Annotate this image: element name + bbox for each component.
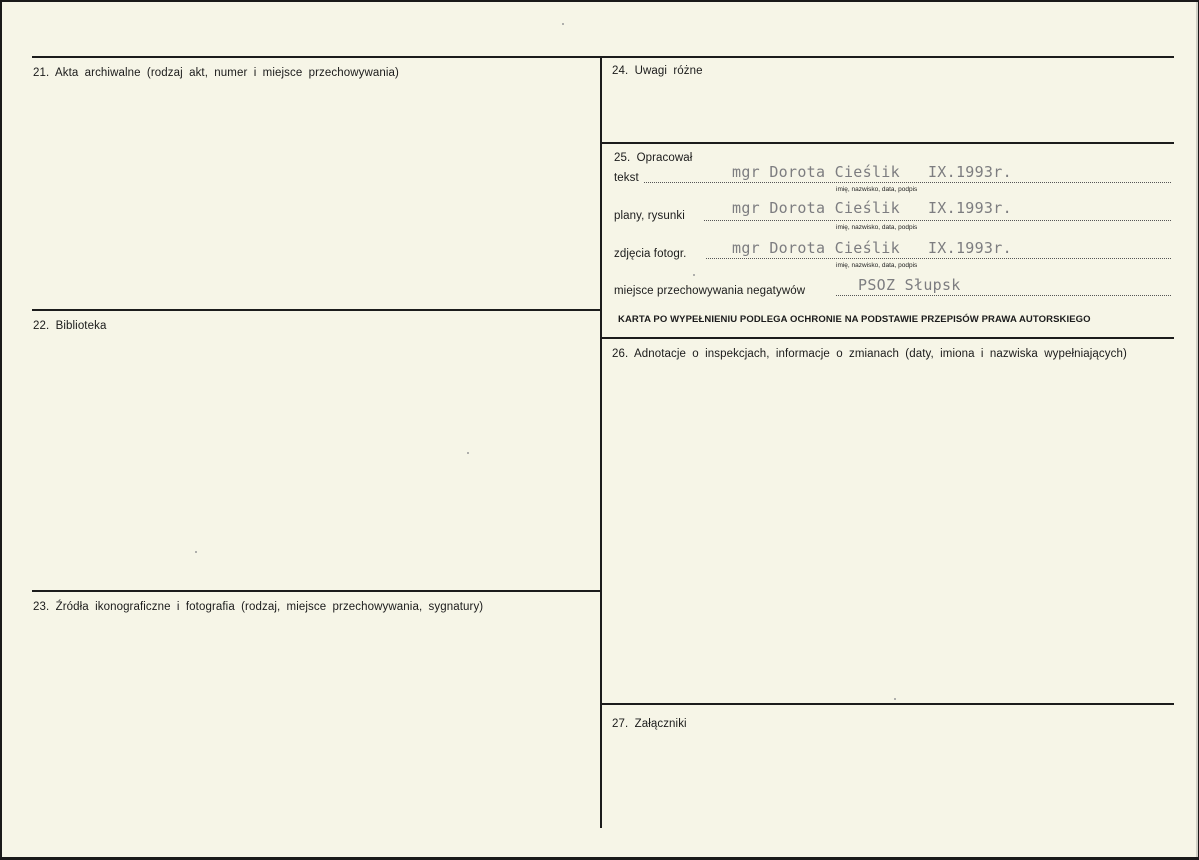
photos-author-value: mgr Dorota Cieślik IX.1993r. xyxy=(732,239,1012,257)
right-divider-26-27 xyxy=(600,703,1174,705)
scan-speck xyxy=(693,274,695,276)
negatives-storage-value: PSOZ Słupsk xyxy=(858,276,961,294)
negatives-storage-line xyxy=(836,295,1171,296)
right-divider-25-26 xyxy=(600,337,1174,339)
text-author-label: tekst xyxy=(614,172,639,184)
plans-author-line xyxy=(704,220,1171,221)
record-card xyxy=(2,2,1198,857)
section-24-title: 24. Uwagi różne xyxy=(612,65,703,77)
scan-speck xyxy=(467,452,469,454)
copyright-notice: KARTA PO WYPEŁNIENIU PODLEGA OCHRONIE NA PODSTAWIE PRZEPISÓW PRAWA AUTORSKIEGO xyxy=(618,314,1091,325)
scan-speck xyxy=(562,23,564,25)
photos-author-hint: imię, nazwisko, data, podpis xyxy=(836,262,918,269)
plans-author-label: plany, rysunki xyxy=(614,210,685,222)
text-author-hint: imię, nazwisko, data, podpis xyxy=(836,186,918,193)
scan-speck xyxy=(195,551,197,553)
left-divider-21-22 xyxy=(32,309,600,311)
section-25-title: 25. Opracował xyxy=(614,152,693,164)
photos-author-line xyxy=(706,258,1171,259)
negatives-storage-label: miejsce przechowywania negatywów xyxy=(614,285,806,297)
text-author-line xyxy=(644,182,1171,183)
plans-author-value: mgr Dorota Cieślik IX.1993r. xyxy=(732,199,1012,217)
section-27-title: 27. Załączniki xyxy=(612,718,687,730)
photos-author-label: zdjęcia fotogr. xyxy=(614,248,687,260)
scan-speck xyxy=(894,698,896,700)
center-divider xyxy=(600,56,602,828)
section-23-title: 23. Źródła ikonograficzne i fotografia (rodzaj, miejsce przechowywania, sygnatury) xyxy=(33,601,484,613)
left-divider-22-23 xyxy=(32,590,600,592)
right-divider-24-25 xyxy=(600,142,1174,144)
top-divider xyxy=(32,56,1174,58)
section-22-title: 22. Biblioteka xyxy=(33,320,107,332)
section-21-title: 21. Akta archiwalne (rodzaj akt, numer i miejsce przechowywania) xyxy=(33,67,399,79)
section-26-title: 26. Adnotacje o inspekcjach, informacje o zmianach (daty, imiona i nazwiska wypełniających) xyxy=(612,348,1127,360)
text-author-value: mgr Dorota Cieślik IX.1993r. xyxy=(732,163,1012,181)
plans-author-hint: imię, nazwisko, data, podpis xyxy=(836,224,918,231)
